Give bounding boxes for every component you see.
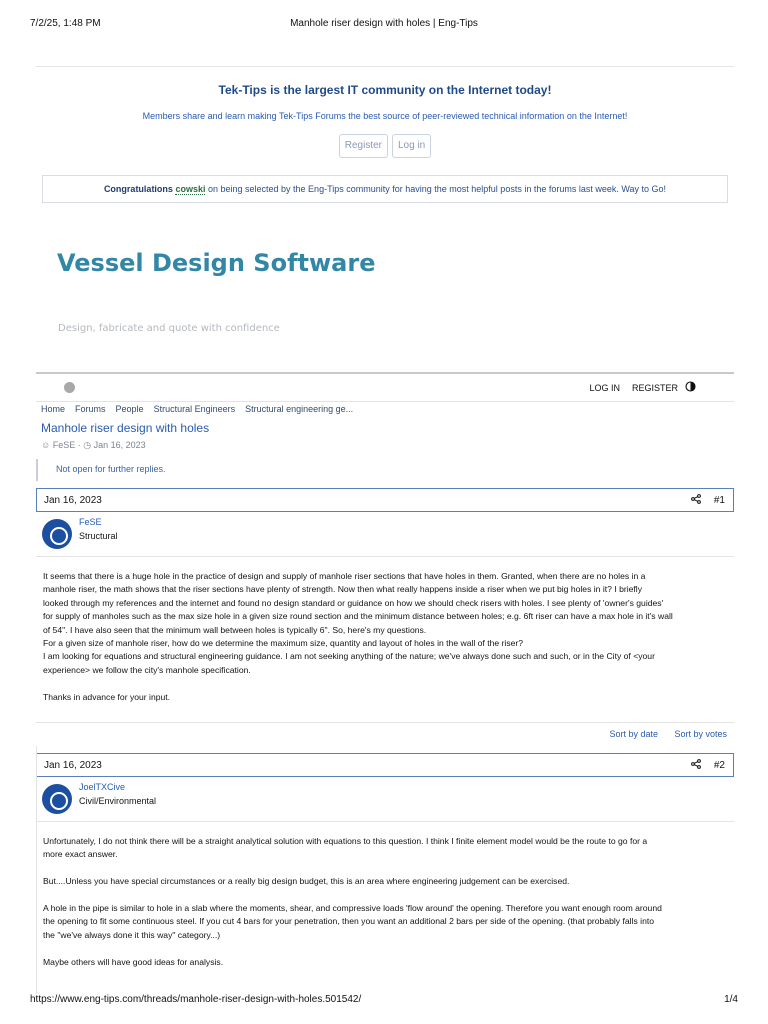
post-line: experience> we follow the city's manhole specification. (43, 664, 251, 675)
share-icon[interactable] (691, 494, 701, 507)
breadcrumb-people[interactable]: People (115, 404, 144, 414)
post-body (43, 835, 731, 969)
ad-tagline: Design, fabricate and quote with confidence (58, 323, 280, 334)
post-number[interactable]: #2 (713, 760, 725, 771)
thread-author[interactable]: FeSE (52, 440, 76, 450)
post-spacer (43, 862, 731, 875)
register-button[interactable]: Register (339, 134, 388, 158)
breadcrumb-forums[interactable]: Forums (75, 404, 106, 414)
thread-title: Manhole riser design with holes (41, 421, 210, 435)
post-date[interactable]: Jan 16, 2023 (44, 760, 102, 771)
congrats-user-link[interactable]: cowski (175, 184, 206, 194)
post-spacer (43, 677, 731, 690)
post-line: I am looking for equations and structural engineering guidance. I am not seeking anything of the nature; we've always done such and such, or in the City of <your (43, 651, 655, 662)
power-avatar-icon[interactable] (42, 784, 72, 814)
print-datetime: 7/2/25, 1:48 PM (30, 18, 101, 29)
post-line: looked through my references and the internet and found no design standard or guidance on how we should check risers with holes. I see plenty of 'owner's guides' (43, 597, 664, 608)
navbar (36, 372, 734, 402)
post-line: For a given size of manhole riser, how do we determine the maximum size, quantity and layout of holes in the wall of the riser? (43, 638, 524, 649)
congrats-text: on being selected by the Eng-Tips community for having the most helpful posts in the forums last week. Way to Go! (207, 184, 667, 194)
login-button[interactable]: Log in (392, 134, 431, 158)
share-icon[interactable] (691, 759, 701, 772)
clock-icon: ◷ (83, 440, 92, 450)
post-line: for supply of manholes such as the max size hole in a given size round section and the minimum distance between holes; e.g. 6ft riser can have a max hole in it's wall (43, 611, 673, 622)
print-header (0, 18, 768, 32)
ad-banner[interactable] (36, 222, 734, 366)
congrats-prefix: Congratulations (103, 184, 173, 194)
thread-date[interactable]: Jan 16, 2023 (93, 440, 146, 450)
breadcrumb-forum[interactable]: Structural engineering ge... (245, 404, 354, 414)
sort-by-votes[interactable]: Sort by votes (674, 729, 727, 739)
breadcrumb-structural-engineers[interactable]: Structural Engineers (153, 404, 236, 414)
post-spacer (43, 942, 731, 955)
sort-by-date[interactable]: Sort by date (609, 729, 658, 739)
post-number[interactable]: #1 (713, 495, 725, 506)
congrats-banner (42, 175, 728, 203)
site-logo-icon[interactable] (64, 382, 75, 393)
ad-brand: Vessel Design Software (57, 249, 376, 277)
print-footer (0, 994, 768, 1008)
post-line: more exact answer. (43, 849, 118, 860)
notice-headline: Tek-Tips is the largest IT community on the Internet today! (218, 83, 552, 97)
breadcrumb-home[interactable]: Home (41, 404, 66, 414)
post-line: the "we've always done it this way" category...) (43, 929, 221, 940)
post-user-title: Civil/Environmental (79, 796, 157, 806)
thread-meta (41, 440, 146, 451)
post-username[interactable]: FeSE (79, 517, 102, 527)
post-date[interactable]: Jan 16, 2023 (44, 495, 102, 506)
post-header (36, 488, 734, 512)
post-spacer (43, 889, 731, 902)
print-url: https://www.eng-tips.com/threads/manhole-riser-design-with-holes.501542/ (30, 994, 362, 1005)
post-user-block (36, 778, 734, 822)
meta-separator: · (77, 440, 81, 450)
user-icon: ☺ (41, 440, 51, 450)
print-page-number: 1/4 (724, 994, 738, 1005)
nav-register-link[interactable]: REGISTER (631, 383, 678, 393)
post-body (43, 570, 731, 704)
content-divider (36, 746, 37, 994)
sort-bar (36, 722, 734, 746)
post-header (36, 753, 734, 777)
breadcrumb (41, 404, 739, 414)
navbar-links (589, 383, 678, 393)
site-notice (36, 66, 734, 212)
post-line: manhole riser, the math shows that the riser sections have plenty of strength. Now then what really happens inside a riser when we put big holes in it? I briefly (43, 584, 643, 595)
power-avatar-icon[interactable] (42, 519, 72, 549)
post-line: Maybe others will have good ideas for analysis. (43, 956, 224, 967)
post-line: of 54". I have also seen that the minimum wall between holes is typically 6". So, here's my questions. (43, 624, 427, 635)
closed-notice: Not open for further replies. (36, 459, 734, 481)
post-line: Thanks in advance for your input. (43, 691, 171, 702)
post-line: Unfortunately, I do not think there will be a straight analytical solution with equations to this question. I think I finite element model would be the route to go for a (43, 836, 648, 846)
post-user-block (36, 513, 734, 557)
post-user-title: Structural (79, 531, 118, 541)
post-line: But....Unless you have special circumstances or a really big design budget, this is an area where engineering judgement can be exercised. (43, 876, 570, 887)
notice-buttons (36, 134, 734, 158)
notice-subtext: Members share and learn making Tek-Tips Forums the best source of peer-reviewed technical information on the Internet! (142, 111, 628, 121)
post-line: It seems that there is a huge hole in the practice of design and supply of manhole riser sections that have holes in them. Granted, when there are no holes in a (43, 571, 646, 581)
print-title: Manhole riser design with holes | Eng-Tips (290, 18, 478, 29)
nav-login-link[interactable]: LOG IN (589, 383, 620, 393)
post-username[interactable]: JoelTXCive (79, 782, 126, 792)
theme-toggle-icon[interactable] (685, 381, 696, 395)
post-line: the opening to fit some continuous steel. If you cut 4 bars for your penetration, then you want an additional 2 bars per side of the opening. (that probably falls into (43, 916, 655, 927)
post-line: A hole in the pipe is similar to hole in a slab where the moments, shear, and compressive loads 'flow around' the opening. Therefore you want enough room around (43, 903, 662, 913)
